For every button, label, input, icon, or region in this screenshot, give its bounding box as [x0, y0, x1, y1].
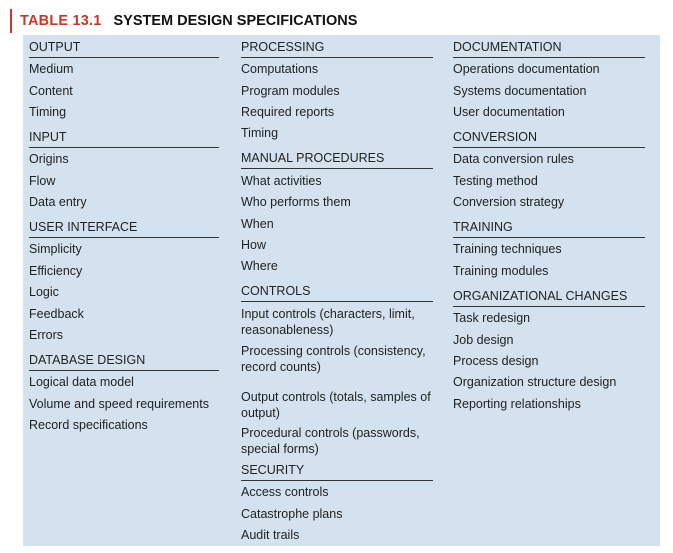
list-item: Who performs them — [241, 195, 351, 209]
list-item: Timing — [29, 105, 67, 119]
list-item: Origins — [29, 152, 69, 166]
list-item: Medium — [29, 62, 74, 76]
list-item: Flow — [29, 174, 56, 188]
specifications-table — [23, 35, 660, 546]
section-heading: ORGANIZATIONAL CHANGES — [453, 288, 645, 307]
section-heading: CONTROLS — [241, 283, 433, 302]
list-item: What activities — [241, 174, 322, 188]
list-item: Access controls — [241, 485, 329, 499]
section-heading: INPUT — [29, 129, 219, 148]
list-item: Data conversion rules — [453, 152, 574, 166]
list-item: Task redesign — [453, 311, 531, 325]
table-number: TABLE 13.1 — [20, 13, 102, 29]
list-item: Volume and speed requirements — [29, 397, 209, 411]
list-item: Record specifications — [29, 418, 148, 432]
section-heading: TRAINING — [453, 219, 645, 238]
section-heading: CONVERSION — [453, 129, 645, 148]
list-item: Logic — [29, 285, 59, 299]
list-item: Data entry — [29, 195, 87, 209]
list-item: Procedural controls (passwords, special forms) — [241, 426, 420, 456]
list-item: Computations — [241, 62, 319, 76]
section-heading: DATABASE DESIGN — [29, 352, 219, 371]
list-item: Audit trails — [241, 528, 300, 542]
list-item: Conversion strategy — [453, 195, 565, 209]
list-item: Testing method — [453, 174, 538, 188]
list-item: Logical data model — [29, 375, 134, 389]
section-heading: SECURITY — [241, 462, 433, 481]
list-item: Processing controls (consistency, record counts) — [241, 344, 426, 374]
list-item: Organization structure design — [453, 375, 617, 389]
list-item: Program modules — [241, 84, 340, 98]
list-item: Errors — [29, 328, 64, 342]
list-item: Job design — [453, 333, 514, 347]
section-heading: DOCUMENTATION — [453, 39, 645, 58]
list-item: Systems documentation — [453, 84, 587, 98]
list-item: Simplicity — [29, 242, 82, 256]
list-item: Timing — [241, 126, 279, 140]
section-heading: USER INTERFACE — [29, 219, 219, 238]
list-item: Input controls (characters, limit, reasonableness) — [241, 307, 415, 337]
list-item: User documentation — [453, 105, 565, 119]
list-item: Efficiency — [29, 264, 83, 278]
list-item: Required reports — [241, 105, 335, 119]
list-item: When — [241, 217, 274, 231]
section-heading: PROCESSING — [241, 39, 433, 58]
list-item: Training modules — [453, 264, 549, 278]
list-item: Operations documentation — [453, 62, 600, 76]
list-item: Output controls (totals, samples of output) — [241, 390, 431, 420]
list-item: Training techniques — [453, 242, 562, 256]
list-item: Process design — [453, 354, 539, 368]
table-caption: SYSTEM DESIGN SPECIFICATIONS — [113, 13, 358, 29]
table-title — [10, 9, 357, 33]
list-item: Catastrophe plans — [241, 507, 343, 521]
list-item: Content — [29, 84, 73, 98]
list-item: How — [241, 238, 267, 252]
list-item: Where — [241, 259, 278, 273]
list-item: Reporting relationships — [453, 397, 581, 411]
list-item: Feedback — [29, 307, 84, 321]
section-heading: OUTPUT — [29, 39, 219, 58]
section-heading: MANUAL PROCEDURES — [241, 150, 433, 169]
